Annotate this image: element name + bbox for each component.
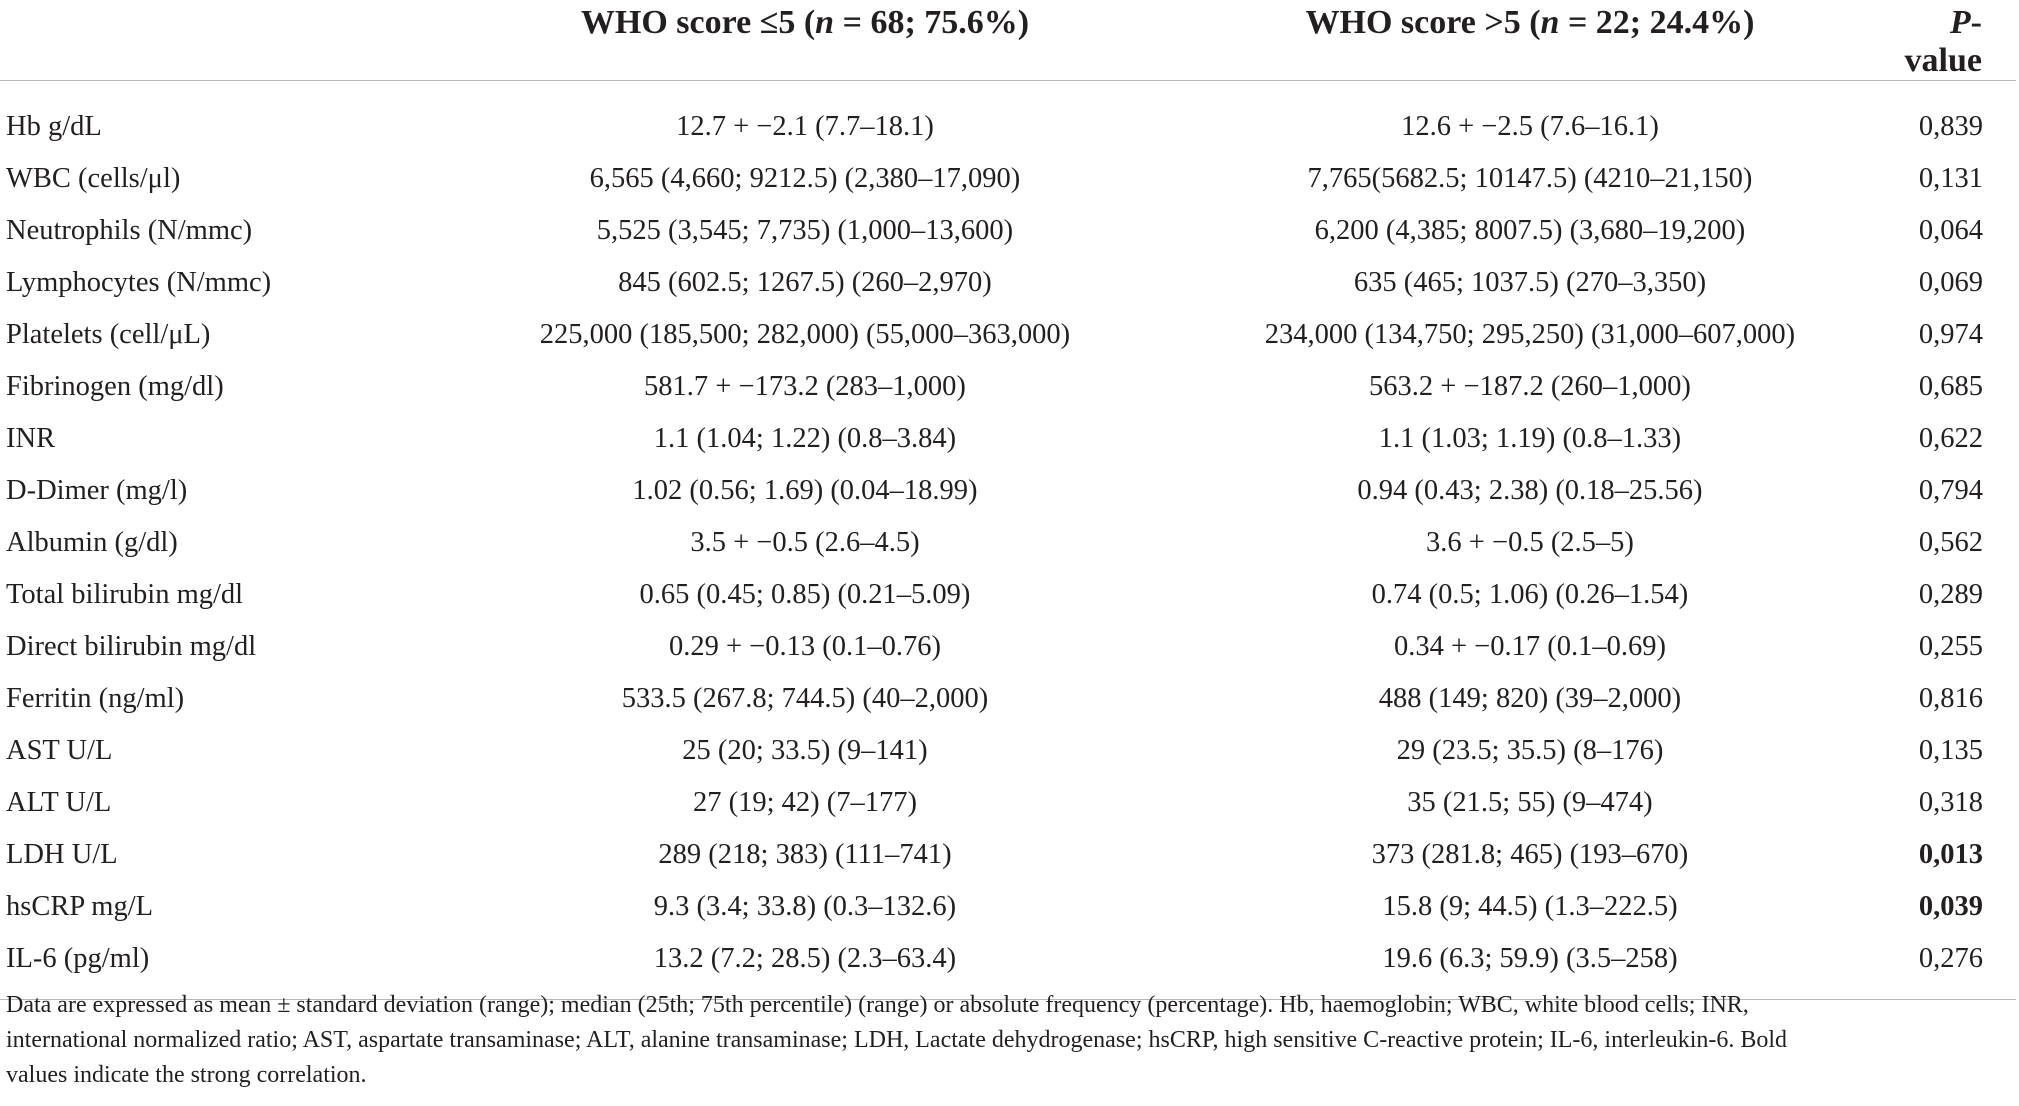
header-who-gt5-prefix: WHO score >5 ( [1305,4,1541,41]
cell-who-le5: 0.65 (0.45; 0.85) (0.21–5.09) [639,579,971,610]
table-body [0,81,2016,1000]
footnote [6,988,2010,1093]
cell-who-le5: 225,000 (185,500; 282,000) (55,000–363,000) [539,319,1071,350]
cell-who-gt5: 29 (23.5; 35.5) (8–176) [1396,735,1664,766]
cell-p-value: 0,622 [1918,423,1983,454]
cell-p-value: 0,816 [1918,683,1983,714]
cell-who-le5: 533.5 (267.8; 744.5) (40–2,000) [621,683,989,714]
table-row [0,517,2016,569]
footnote-line: international normalized ratio; AST, aspartate transaminase; ALT, alanine transaminase; LDH, Lactate dehydrogenase; hsCRP, high sensitive C-reactive protein; IL-6, interleukin-6. Bold [6,1027,1788,1053]
cell-p-value: 0,131 [1918,163,1983,194]
cell-who-gt5: 1.1 (1.03; 1.19) (0.8–1.33) [1378,423,1682,454]
cell-who-gt5: 234,000 (134,750; 295,250) (31,000–607,000) [1264,319,1796,350]
row-label: Lymphocytes (N/mmc) [6,267,272,298]
row-label: Platelets (cell/μL) [6,319,211,350]
row-label: Neutrophils (N/mmc) [6,215,253,246]
table-row [0,881,2016,933]
cell-who-le5: 25 (20; 33.5) (9–141) [682,735,928,766]
cell-who-gt5: 488 (149; 820) (39–2,000) [1378,683,1682,714]
table-row [0,153,2016,205]
cell-who-gt5: 12.6 + −2.5 (7.6–16.1) [1401,111,1659,142]
row-label: Hb g/dL [6,111,102,142]
header-who-gt5-n: n [1540,4,1560,41]
cell-p-value: 0,289 [1918,579,1983,610]
row-label: Total bilirubin mg/dl [6,579,244,610]
footnote-line: Data are expressed as mean ± standard deviation (range); median (25th; 75th percentile) (range) or absolute frequency (percentage). Hb, haemoglobin; WBC, white blood cells; INR, [6,992,1749,1018]
table-row [0,361,2016,413]
cell-who-gt5: 0.34 + −0.17 (0.1–0.69) [1393,631,1666,662]
cell-p-value: 0,562 [1918,527,1983,558]
cell-who-le5: 27 (19; 42) (7–177) [692,787,917,818]
header-p-value [1890,0,2016,81]
cell-who-gt5: 0.74 (0.5; 1.06) (0.26–1.54) [1371,579,1689,610]
header-who-gt5-suffix: = 22; 24.4%) [1559,4,1755,41]
cell-who-gt5: 563.2 + −187.2 (260–1,000) [1369,371,1691,402]
cell-p-value: 0,064 [1918,215,1983,246]
table-row [0,257,2016,309]
cell-who-le5: 12.7 + −2.1 (7.7–18.1) [676,111,934,142]
table-row [0,205,2016,257]
table-row [0,309,2016,361]
cell-who-gt5: 15.8 (9; 44.5) (1.3–222.5) [1382,891,1678,922]
cell-who-gt5: 19.6 (6.3; 59.9) (3.5–258) [1170,933,1890,1000]
cell-p-value: 0,135 [1918,735,1983,766]
cell-who-le5: 6,565 (4,660; 9212.5) (2,380–17,090) [589,163,1021,194]
cell-who-le5: 9.3 (3.4; 33.8) (0.3–132.6) [653,891,957,922]
cell-who-gt5: 373 (281.8; 465) (193–670) [1371,839,1689,870]
header-who-le5 [440,0,1170,81]
cell-who-le5: 1.02 (0.56; 1.69) (0.04–18.99) [632,475,978,506]
footnote-line: values indicate the strong correlation. [6,1062,367,1088]
cell-who-gt5: 6,200 (4,385; 8007.5) (3,680–19,200) [1314,215,1746,246]
cell-who-le5: 0.29 + −0.13 (0.1–0.76) [668,631,941,662]
cell-who-le5: 3.5 + −0.5 (2.6–4.5) [690,527,920,558]
header-row [0,0,2016,81]
row-label: Ferritin (ng/ml) [6,683,185,714]
cell-who-le5: 1.1 (1.04; 1.22) (0.8–3.84) [653,423,957,454]
header-who-gt5 [1170,0,1890,81]
cell-who-gt5: 3.6 + −0.5 (2.5–5) [1426,527,1634,558]
cell-p-value: 0,974 [1918,319,1983,350]
row-label: Fibrinogen (mg/dl) [6,371,224,402]
cell-who-le5: 13.2 (7.2; 28.5) (2.3–63.4) [440,933,1170,1000]
cell-who-gt5: 35 (21.5; 55) (9–474) [1407,787,1653,818]
cell-who-gt5: 0.94 (0.43; 2.38) (0.18–25.56) [1357,475,1703,506]
cell-who-le5: 5,525 (3,545; 7,735) (1,000–13,600) [596,215,1014,246]
cell-p-value: 0,794 [1918,475,1983,506]
cell-p-value: 0,039 [1918,891,1983,922]
row-label: ALT U/L [6,787,112,818]
table-row [0,621,2016,673]
cell-who-le5: 845 (602.5; 1267.5) (260–2,970) [618,267,992,298]
table-row [0,81,2016,154]
row-label: D-Dimer (mg/l) [6,475,188,506]
table-row [0,829,2016,881]
cell-p-value: 0,318 [1918,787,1983,818]
cell-p-value: 0,839 [1918,111,1983,142]
cell-who-gt5: 635 (465; 1037.5) (270–3,350) [1353,267,1707,298]
cell-who-gt5: 7,765(5682.5; 10147.5) (4210–21,150) [1307,163,1753,194]
row-label: WBC (cells/μl) [6,163,181,194]
table-row [0,725,2016,777]
cell-p-value: 0,013 [1918,839,1983,870]
row-label: LDH U/L [6,839,118,870]
header-who-le5-n: n [815,4,835,41]
row-label: Direct bilirubin mg/dl [6,631,257,662]
table-row [0,413,2016,465]
row-label: hsCRP mg/L [6,891,154,922]
row-label: Albumin (g/dl) [6,527,178,558]
row-label: AST U/L [6,735,113,766]
cell-p-value: 0,276 [1890,933,2016,1000]
cell-p-value: 0,255 [1918,631,1983,662]
header-p-suffix: -value [1904,4,1982,79]
table-row [0,569,2016,621]
table-row [0,777,2016,829]
cell-p-value: 0,069 [1918,267,1983,298]
header-who-le5-prefix: WHO score ≤5 ( [580,4,816,41]
cell-who-le5: 581.7 + −173.2 (283–1,000) [644,371,966,402]
header-label [0,0,440,81]
cell-who-le5: 289 (218; 383) (111–741) [658,839,952,870]
row-label: IL-6 (pg/ml) [0,933,440,1000]
table-row [0,673,2016,725]
row-label: INR [6,423,56,454]
cell-p-value: 0,685 [1918,371,1983,402]
table-row [0,465,2016,517]
header-who-le5-suffix: = 68; 75.6%) [834,4,1030,41]
header-p-italic: P [1949,4,1971,41]
